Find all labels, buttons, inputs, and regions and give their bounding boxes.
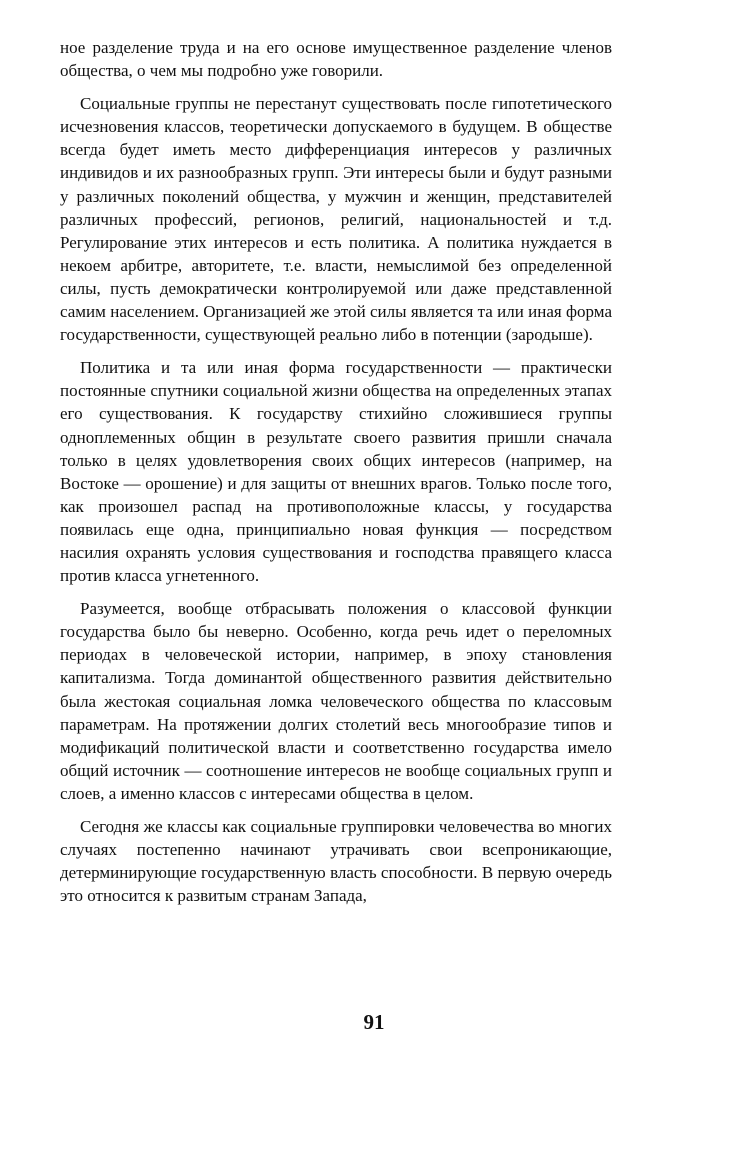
paragraph-3: Политика и та или иная форма государственности — практически постоянные спутники социальной жизни общества на определенных этапах его существования. К государству стихийно сложившиеся группы одноплеменных общин в результате своего развития пришли сначала только в целях удовлетворения своих общих интересов (например, на Востоке — орошение) и для защиты от внешних врагов. Только после того, как произошел распад на противоположные классы, у государства появилась еще одна, принципиально новая функция — посредством насилия охранять условия существования и господства правящего класса против класса угнетенного. <box>60 358 612 586</box>
paragraph-1: ное разделение труда и на его основе имущественное разделение членов общества, о чем мы подробно уже говорили. <box>60 38 612 81</box>
paragraph-2: Социальные группы не перестанут существовать после гипотетического исчезновения классов, теоретически допускаемого в будущем. В обществе всегда будет иметь место дифференциация интересов у различных индивидов и их разнообразных групп. Эти интересы были и будут разными у различных поколений общества, у мужчин и женщин, представителей различных профессий, регионов, религий, национальностей и т.д. Регулирование этих интересов и есть политика. А политика нуждается в некоем арбитре, авторитете, т.е. власти, немыслимой без определенной силы, пусть демократически контролируемой или даже представленной самим населением. Организацией же этой силы является та или иная форма государственности, существующей реально либо в потенции (зародыше). <box>60 94 612 345</box>
paragraph-5: Сегодня же классы как социальные группировки человечества во многих случаях постепенно начинают утрачивать свои всепроникающие, детерминирующие государственную власть способности. В первую очередь это относится к развитым странам Запада, <box>60 817 612 906</box>
page-text <box>60 36 612 907</box>
paragraph-4: Разумеется, вообще отбрасывать положения о классовой функции государства было бы неверно. Особенно, когда речь идет о переломных периодах в человеческой истории, например, в эпоху становления капитализма. Тогда доминантой общественного развития действительно была жестокая социальная ломка человеческого общества по классовым параметрам. На протяжении долгих столетий весь многообразие типов и модификаций политической власти и соответственно государства имело общий источник — соотношение интересов не вообще социальных групп и слоев, а именно классов с интересами общества в целом. <box>60 599 612 803</box>
page-number: 91 <box>363 1010 385 1034</box>
